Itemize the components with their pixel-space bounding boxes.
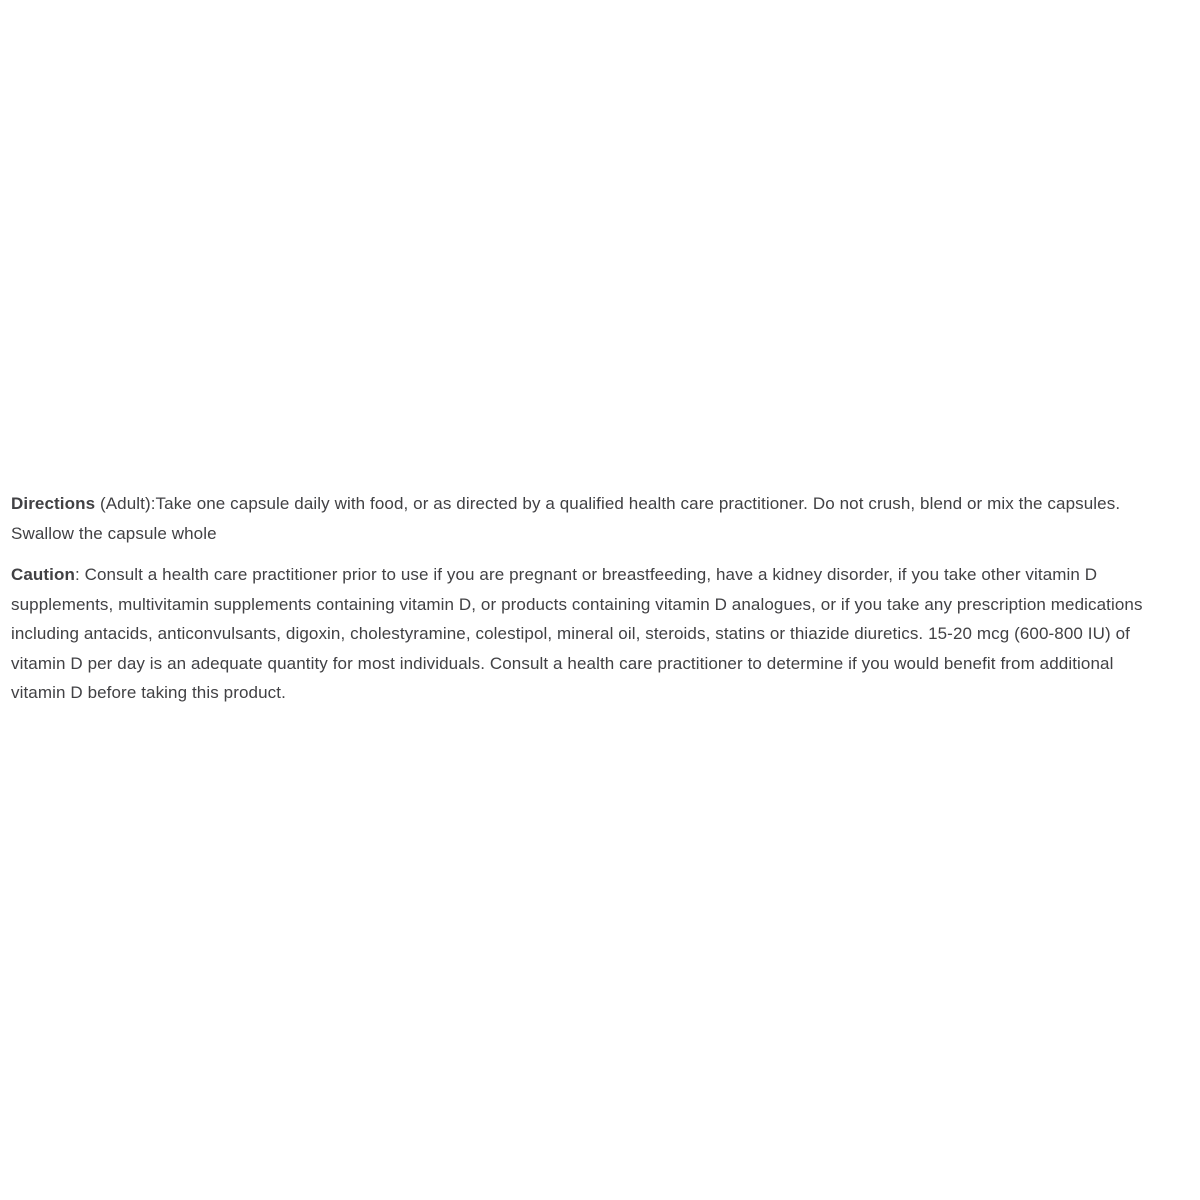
directions-label: Directions	[11, 494, 96, 513]
caution-paragraph	[11, 560, 1159, 708]
product-usage-text-section	[11, 489, 1159, 720]
caution-label: Caution	[11, 565, 75, 584]
directions-paragraph	[11, 489, 1159, 548]
directions-text: (Adult):Take one capsule daily with food, or as directed by a qualified health care practitioner. Do not crush, blend or mix the capsules. Swallow the capsule whole	[11, 494, 1121, 543]
caution-text: : Consult a health care practitioner prior to use if you are pregnant or breastfeeding, have a kidney disorder, if you take other vitamin D supplements, multivitamin supplements containing vitamin D, or products containing vitamin D analogues, or if you take any prescription medications including antacids, anticonvulsants, digoxin, cholestyramine, colestipol, mineral oil, steroids, statins or thiazide diuretics. 15-20 mcg (600-800 IU) of vitamin D per day is an adequate quantity for most individuals. Consult a health care practitioner to determine if you would benefit from additional vitamin D before taking this product.	[11, 565, 1143, 702]
